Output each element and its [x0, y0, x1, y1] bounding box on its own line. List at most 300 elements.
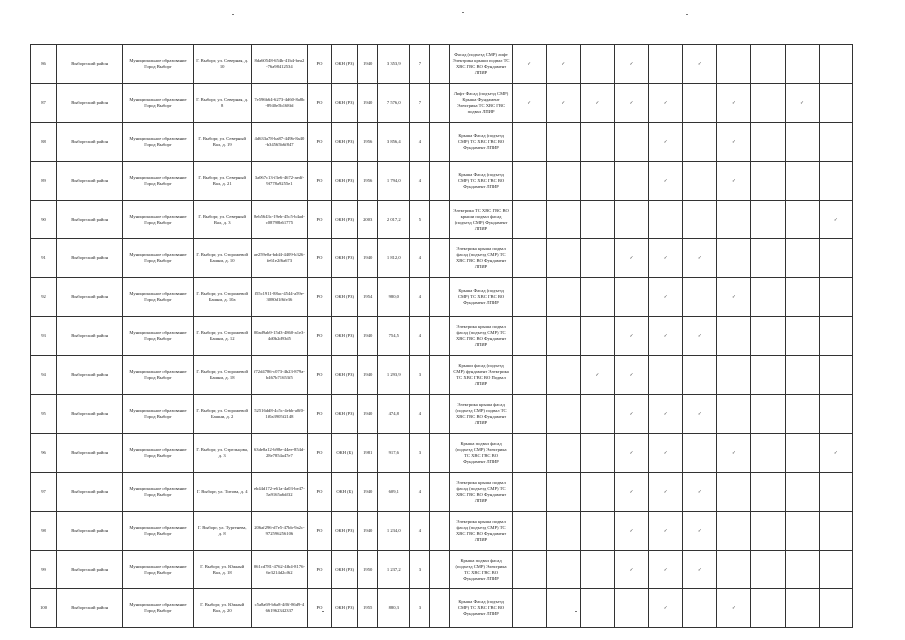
empty-check-cell: [580, 45, 614, 84]
empty-check-cell: [615, 589, 649, 628]
empty-check-cell: [683, 433, 717, 472]
ro-code: РО: [307, 161, 331, 200]
repair-works-list: Крыша подвал фасад (подъезд СМР) Электрика ТС ХВС ГВС ВО Фундамент ЛПИР: [450, 550, 512, 589]
construction-year: 2003: [358, 200, 378, 239]
ro-code: РО: [307, 83, 331, 122]
table-row: [31, 278, 853, 317]
building-guid: 63de8a12-b98e-44ee-854d-28e7854a47e7: [251, 433, 307, 472]
ro-code: РО: [307, 550, 331, 589]
district-name: Выборгский район: [57, 278, 123, 317]
ro-code: РО: [307, 472, 331, 511]
floor-count: 4: [410, 161, 430, 200]
municipality-name: Муниципальное образование Город Выборг: [123, 278, 193, 317]
empty-check-cell: [615, 278, 649, 317]
empty-check-cell: [580, 239, 614, 278]
empty-check-cell: [751, 83, 785, 122]
empty-cell: [430, 161, 450, 200]
building-address: Г. Выборг, ул. Сторожевой Башни, д. 18: [193, 356, 251, 395]
empty-check-cell: [683, 83, 717, 122]
total-area: 880,3: [378, 589, 410, 628]
empty-check-cell: [683, 161, 717, 200]
check-mark-icon: ✓: [615, 83, 649, 122]
building-guid: 3a067c13-f3e6-4672-aedf-9f778a9255e1: [251, 161, 307, 200]
municipality-name: Муниципальное образование Город Выборг: [123, 472, 193, 511]
total-area: 609,1: [378, 472, 410, 511]
empty-check-cell: [717, 45, 751, 84]
empty-check-cell: [580, 550, 614, 589]
check-mark-icon: ✓: [717, 122, 751, 161]
municipality-name: Муниципальное образование Город Выборг: [123, 45, 193, 84]
repair-works-list: Электрика крыша фасад (подъезд СМР) подвал ТС ХВС ГВС ВО Фундамент ЛПИР: [450, 395, 512, 434]
repair-works-list: Электрика крыша подвал фасад (подъезд СМР) ТС ХВС ГВС ВО Фундамент ЛПИР: [450, 472, 512, 511]
municipality-name: Муниципальное образование Город Выборг: [123, 356, 193, 395]
empty-check-cell: [512, 239, 546, 278]
housing-register-table: [30, 44, 853, 628]
check-mark-icon: ✓: [615, 472, 649, 511]
floor-count: 7: [410, 83, 430, 122]
row-number: 92: [31, 278, 57, 317]
building-guid: ae259e0a-bdd4-4409-b326-fe61e2f6a673: [251, 239, 307, 278]
empty-check-cell: [751, 239, 785, 278]
total-area: 917,6: [378, 433, 410, 472]
check-mark-icon: ✓: [615, 356, 649, 395]
check-mark-icon: ✓: [717, 83, 751, 122]
check-mark-icon: ✓: [649, 239, 683, 278]
table-body: [31, 45, 853, 628]
empty-check-cell: [580, 317, 614, 356]
construction-year: 1940: [358, 472, 378, 511]
repair-works-list: Электрика крыша подвал фасад (подъезд СМР) ТС ХВС ГВС ВО Фундамент ЛПИР: [450, 511, 512, 550]
check-mark-icon: ✓: [683, 45, 717, 84]
floor-count: 3: [410, 356, 430, 395]
building-category: ОКН (РЗ): [332, 550, 358, 589]
ro-code: РО: [307, 395, 331, 434]
check-mark-icon: ✓: [512, 45, 546, 84]
repair-works-list: Электрика ТС ХВС ГВС ВО крыши подвал фасад (подъезд СМР) Фундамент ЛПИР: [450, 200, 512, 239]
check-mark-icon: ✓: [649, 395, 683, 434]
empty-check-cell: [580, 200, 614, 239]
check-mark-icon: ✓: [683, 239, 717, 278]
repair-works-list: Лифт Фасад (подъезд СМР) Крыша Фундамент Электрика ТС ХВС ГВС подвал ЛПИР: [450, 83, 512, 122]
repair-works-list: Крыша Фасад (подъезд СМР) ТС ХВС ГВС ВО Фундамент ЛПИР: [450, 161, 512, 200]
empty-check-cell: [546, 433, 580, 472]
empty-check-cell: [785, 511, 819, 550]
empty-check-cell: [580, 161, 614, 200]
empty-check-cell: [649, 200, 683, 239]
construction-year: 1940: [358, 45, 378, 84]
empty-cell: [430, 122, 450, 161]
empty-check-cell: [717, 317, 751, 356]
empty-check-cell: [819, 511, 852, 550]
empty-check-cell: [512, 511, 546, 550]
empty-cell: [430, 550, 450, 589]
empty-check-cell: [785, 356, 819, 395]
ro-code: РО: [307, 278, 331, 317]
check-mark-icon: ✓: [683, 472, 717, 511]
building-category: ОКН (РЗ): [332, 45, 358, 84]
check-mark-icon: ✓: [580, 83, 614, 122]
total-area: 474,8: [378, 395, 410, 434]
empty-check-cell: [751, 161, 785, 200]
floor-count: 4: [410, 472, 430, 511]
scan-speck: [686, 14, 688, 15]
municipality-name: Муниципальное образование Город Выборг: [123, 239, 193, 278]
repair-works-list: Крыша Фасад (подъезд СМР) ТС ХВС ГВС ВО Фундамент ЛПИР: [450, 122, 512, 161]
floor-count: 5: [410, 200, 430, 239]
empty-check-cell: [580, 395, 614, 434]
empty-check-cell: [546, 511, 580, 550]
total-area: 1 794,0: [378, 161, 410, 200]
empty-check-cell: [512, 589, 546, 628]
table-row: [31, 122, 853, 161]
check-mark-icon: ✓: [615, 511, 649, 550]
empty-check-cell: [580, 278, 614, 317]
building-category: ОКН (РЗ): [332, 161, 358, 200]
check-mark-icon: ✓: [683, 317, 717, 356]
construction-year: 1955: [358, 589, 378, 628]
municipality-name: Муниципальное образование Город Выборг: [123, 161, 193, 200]
building-category: ОКН (РЗ): [332, 511, 358, 550]
district-name: Выборгский район: [57, 433, 123, 472]
empty-check-cell: [546, 472, 580, 511]
empty-check-cell: [751, 433, 785, 472]
check-mark-icon: ✓: [512, 83, 546, 122]
check-mark-icon: ✓: [649, 161, 683, 200]
empty-check-cell: [717, 356, 751, 395]
floor-count: 4: [410, 278, 430, 317]
building-guid: 7e596b64-6273-4d60-8a8b-8940e5b168fd: [251, 83, 307, 122]
floor-count: 3: [410, 589, 430, 628]
total-area: 2 017,2: [378, 200, 410, 239]
check-mark-icon: ✓: [785, 83, 819, 122]
empty-check-cell: [819, 278, 852, 317]
building-category: ОКН (Б): [332, 433, 358, 472]
total-area: 3 353,9: [378, 45, 410, 84]
empty-check-cell: [819, 395, 852, 434]
total-area: 1 293,9: [378, 356, 410, 395]
repair-works-list: Крыша Фасад (подъезд СМР) ТС ХВС ГВС ВО Фундамент ЛПИР: [450, 278, 512, 317]
row-number: 96: [31, 433, 57, 472]
empty-check-cell: [512, 317, 546, 356]
empty-check-cell: [819, 45, 852, 84]
building-address: Г. Выборг, ул. Северный Вал, д. 21: [193, 161, 251, 200]
repair-works-list: Фасад (подъезд СМР) лифт Электрика крыши подвал ТС ХВС ГВС ВО Фундамент ЛПИР: [450, 45, 512, 84]
building-address: Г. Выборг, ул. Северная, д. 10: [193, 45, 251, 84]
district-name: Выборгский район: [57, 589, 123, 628]
ro-code: РО: [307, 589, 331, 628]
empty-check-cell: [751, 200, 785, 239]
scan-speck: [232, 14, 234, 15]
municipality-name: Муниципальное образование Город Выборг: [123, 395, 193, 434]
check-mark-icon: ✓: [819, 200, 852, 239]
check-mark-icon: ✓: [717, 161, 751, 200]
building-guid: 061cd781-4762-4fb4-8176-6e3214d2cf62: [251, 550, 307, 589]
table-row: [31, 317, 853, 356]
empty-check-cell: [717, 239, 751, 278]
floor-count: 3: [410, 550, 430, 589]
district-name: Выборгский район: [57, 511, 123, 550]
empty-check-cell: [683, 589, 717, 628]
empty-cell: [430, 472, 450, 511]
empty-cell: [430, 589, 450, 628]
municipality-name: Муниципальное образование Город Выборг: [123, 511, 193, 550]
check-mark-icon: ✓: [649, 83, 683, 122]
district-name: Выборгский район: [57, 395, 123, 434]
floor-count: 4: [410, 511, 430, 550]
district-name: Выборгский район: [57, 83, 123, 122]
construction-year: 1950: [358, 550, 378, 589]
total-area: 3 856,4: [378, 122, 410, 161]
building-category: ОКН (РЗ): [332, 317, 358, 356]
building-address: Г. Выборг, ул. Титова, д. 4: [193, 472, 251, 511]
ro-code: РО: [307, 317, 331, 356]
check-mark-icon: ✓: [649, 550, 683, 589]
empty-check-cell: [512, 433, 546, 472]
empty-check-cell: [580, 589, 614, 628]
empty-check-cell: [785, 161, 819, 200]
row-number: 97: [31, 472, 57, 511]
repair-works-list: Электрика крыша подвал фасад (подъезд СМР) ТС ХВС ГВС ВО Фундамент ЛПИР: [450, 239, 512, 278]
empty-check-cell: [683, 278, 717, 317]
row-number: 94: [31, 356, 57, 395]
empty-check-cell: [785, 239, 819, 278]
empty-check-cell: [785, 433, 819, 472]
empty-check-cell: [751, 550, 785, 589]
construction-year: 1940: [358, 395, 378, 434]
construction-year: 1956: [358, 161, 378, 200]
municipality-name: Муниципальное образование Город Выборг: [123, 317, 193, 356]
building-address: Г. Выборг, ул. Северный Вал, д. 3: [193, 200, 251, 239]
check-mark-icon: ✓: [649, 278, 683, 317]
building-address: Г. Выборг, ул. Северный Вал, д. 19: [193, 122, 251, 161]
empty-check-cell: [580, 433, 614, 472]
empty-check-cell: [546, 317, 580, 356]
check-mark-icon: ✓: [683, 550, 717, 589]
ro-code: РО: [307, 356, 331, 395]
row-number: 95: [31, 395, 57, 434]
check-mark-icon: ✓: [683, 511, 717, 550]
repair-works-list: Крыша подвал фасад (подъезд СМР) Электрика ТС ХВС ГВС ВО Фундамент ЛПИР: [450, 433, 512, 472]
repair-works-list: Электрика крыша подвал фасад (подъезд СМР) ТС ХВС ГВС ВО Фундамент ЛПИР: [450, 317, 512, 356]
empty-check-cell: [649, 45, 683, 84]
row-number: 89: [31, 161, 57, 200]
empty-check-cell: [546, 239, 580, 278]
empty-cell: [430, 433, 450, 472]
empty-check-cell: [785, 278, 819, 317]
empty-check-cell: [512, 395, 546, 434]
ro-code: РО: [307, 433, 331, 472]
empty-check-cell: [683, 356, 717, 395]
empty-check-cell: [546, 278, 580, 317]
floor-count: 4: [410, 395, 430, 434]
empty-check-cell: [751, 317, 785, 356]
empty-check-cell: [512, 161, 546, 200]
table-row: [31, 356, 853, 395]
row-number: 87: [31, 83, 57, 122]
empty-cell: [430, 356, 450, 395]
repair-works-list: Крыши фасад (подъезд СМР) фундамент Электрика ТС ХВС ГВС ВО Подвал ЛПИР: [450, 356, 512, 395]
floor-count: 4: [410, 239, 430, 278]
building-address: Г. Выборг, ул. Сторожевой Башни, д. 2: [193, 395, 251, 434]
district-name: Выборгский район: [57, 122, 123, 161]
ro-code: РО: [307, 511, 331, 550]
construction-year: 1956: [358, 122, 378, 161]
construction-year: 1940: [358, 317, 378, 356]
empty-check-cell: [819, 589, 852, 628]
check-mark-icon: ✓: [649, 122, 683, 161]
scan-speck: [462, 12, 464, 13]
construction-year: 1981: [358, 433, 378, 472]
empty-cell: [430, 200, 450, 239]
check-mark-icon: ✓: [649, 317, 683, 356]
empty-check-cell: [785, 200, 819, 239]
building-guid: 00ad9ab9-15d3-4860-a1e3-4d0b2d93d5: [251, 317, 307, 356]
table-row: [31, 161, 853, 200]
building-address: Г. Выборг, ул. Сторожевой Башни, д. 10а: [193, 278, 251, 317]
row-number: 91: [31, 239, 57, 278]
check-mark-icon: ✓: [683, 395, 717, 434]
empty-check-cell: [546, 395, 580, 434]
table-row: [31, 45, 853, 84]
empty-cell: [430, 511, 450, 550]
empty-check-cell: [717, 511, 751, 550]
empty-check-cell: [751, 511, 785, 550]
check-mark-icon: ✓: [649, 589, 683, 628]
empty-cell: [430, 83, 450, 122]
check-mark-icon: ✓: [819, 433, 852, 472]
table-row: [31, 433, 853, 472]
construction-year: 1954: [358, 278, 378, 317]
building-guid: eb44d172-e61a-4a03-be47-5a9165a6df32: [251, 472, 307, 511]
building-category: ОКН (РЗ): [332, 589, 358, 628]
empty-cell: [430, 45, 450, 84]
empty-check-cell: [819, 472, 852, 511]
empty-check-cell: [512, 550, 546, 589]
building-address: Г. Выборг, ул. Южный Вал, д. 20: [193, 589, 251, 628]
table-row: [31, 589, 853, 628]
check-mark-icon: ✓: [615, 45, 649, 84]
table-row: [31, 239, 853, 278]
building-address: Г. Выборг, ул. Тургенева, д. 8: [193, 511, 251, 550]
table-row: [31, 200, 853, 239]
empty-check-cell: [512, 472, 546, 511]
total-area: 1 812,0: [378, 239, 410, 278]
row-number: 99: [31, 550, 57, 589]
district-name: Выборгский район: [57, 161, 123, 200]
district-name: Выборгский район: [57, 472, 123, 511]
empty-check-cell: [751, 278, 785, 317]
empty-cell: [430, 278, 450, 317]
municipality-name: Муниципальное образование Город Выборг: [123, 83, 193, 122]
check-mark-icon: ✓: [717, 589, 751, 628]
empty-check-cell: [580, 472, 614, 511]
district-name: Выборгский район: [57, 356, 123, 395]
table-row: [31, 83, 853, 122]
district-name: Выборгский район: [57, 550, 123, 589]
empty-check-cell: [751, 356, 785, 395]
ro-code: РО: [307, 200, 331, 239]
district-name: Выборгский район: [57, 239, 123, 278]
check-mark-icon: ✓: [580, 356, 614, 395]
empty-check-cell: [546, 161, 580, 200]
empty-check-cell: [546, 550, 580, 589]
empty-check-cell: [785, 122, 819, 161]
building-address: Г. Выборг, ул. Северная, д. 8: [193, 83, 251, 122]
empty-check-cell: [546, 589, 580, 628]
district-name: Выборгский район: [57, 200, 123, 239]
row-number: 90: [31, 200, 57, 239]
floor-count: 3: [410, 433, 430, 472]
district-name: Выборгский район: [57, 317, 123, 356]
construction-year: 1940: [358, 83, 378, 122]
municipality-name: Муниципальное образование Город Выборг: [123, 122, 193, 161]
municipality-name: Муниципальное образование Город Выборг: [123, 433, 193, 472]
empty-check-cell: [615, 161, 649, 200]
municipality-name: Муниципальное образование Город Выборг: [123, 589, 193, 628]
check-mark-icon: ✓: [717, 433, 751, 472]
empty-check-cell: [580, 511, 614, 550]
total-area: 754,5: [378, 317, 410, 356]
empty-check-cell: [512, 122, 546, 161]
building-category: ОКН (Б): [332, 472, 358, 511]
check-mark-icon: ✓: [649, 472, 683, 511]
building-category: ОКН (РЗ): [332, 356, 358, 395]
row-number: 88: [31, 122, 57, 161]
empty-check-cell: [751, 122, 785, 161]
empty-check-cell: [512, 356, 546, 395]
building-category: ОКН (РЗ): [332, 239, 358, 278]
empty-check-cell: [580, 122, 614, 161]
empty-check-cell: [819, 83, 852, 122]
row-number: 86: [31, 45, 57, 84]
empty-check-cell: [717, 200, 751, 239]
empty-check-cell: [819, 356, 852, 395]
building-guid: 8da60548-654b-41b4-bea2-76a98412534: [251, 45, 307, 84]
empty-check-cell: [717, 550, 751, 589]
table-row: [31, 472, 853, 511]
empty-check-cell: [785, 395, 819, 434]
empty-check-cell: [819, 550, 852, 589]
empty-check-cell: [546, 356, 580, 395]
building-address: Г. Выборг, ул. Стрельцова, д. 3: [193, 433, 251, 472]
empty-cell: [430, 395, 450, 434]
row-number: 100: [31, 589, 57, 628]
check-mark-icon: ✓: [615, 317, 649, 356]
empty-check-cell: [683, 122, 717, 161]
check-mark-icon: ✓: [649, 511, 683, 550]
empty-check-cell: [751, 472, 785, 511]
ro-code: РО: [307, 45, 331, 84]
check-mark-icon: ✓: [717, 278, 751, 317]
construction-year: 1940: [358, 511, 378, 550]
empty-check-cell: [546, 122, 580, 161]
check-mark-icon: ✓: [615, 433, 649, 472]
table-row: [31, 395, 853, 434]
empty-check-cell: [683, 200, 717, 239]
empty-check-cell: [717, 395, 751, 434]
building-address: Г. Выборг, ул. Сторожевой Башни, д. 12: [193, 317, 251, 356]
empty-check-cell: [819, 239, 852, 278]
empty-check-cell: [751, 45, 785, 84]
empty-check-cell: [546, 200, 580, 239]
empty-check-cell: [785, 550, 819, 589]
row-number: 93: [31, 317, 57, 356]
total-area: 1 234,0: [378, 511, 410, 550]
row-number: 98: [31, 511, 57, 550]
building-guid: c5a8a69-b6a8-4f0f-86d9-4661962342337: [251, 589, 307, 628]
empty-check-cell: [785, 589, 819, 628]
building-guid: 52516dd8-4c5c-4ebb-a0f0-1f0a3905f2148: [251, 395, 307, 434]
